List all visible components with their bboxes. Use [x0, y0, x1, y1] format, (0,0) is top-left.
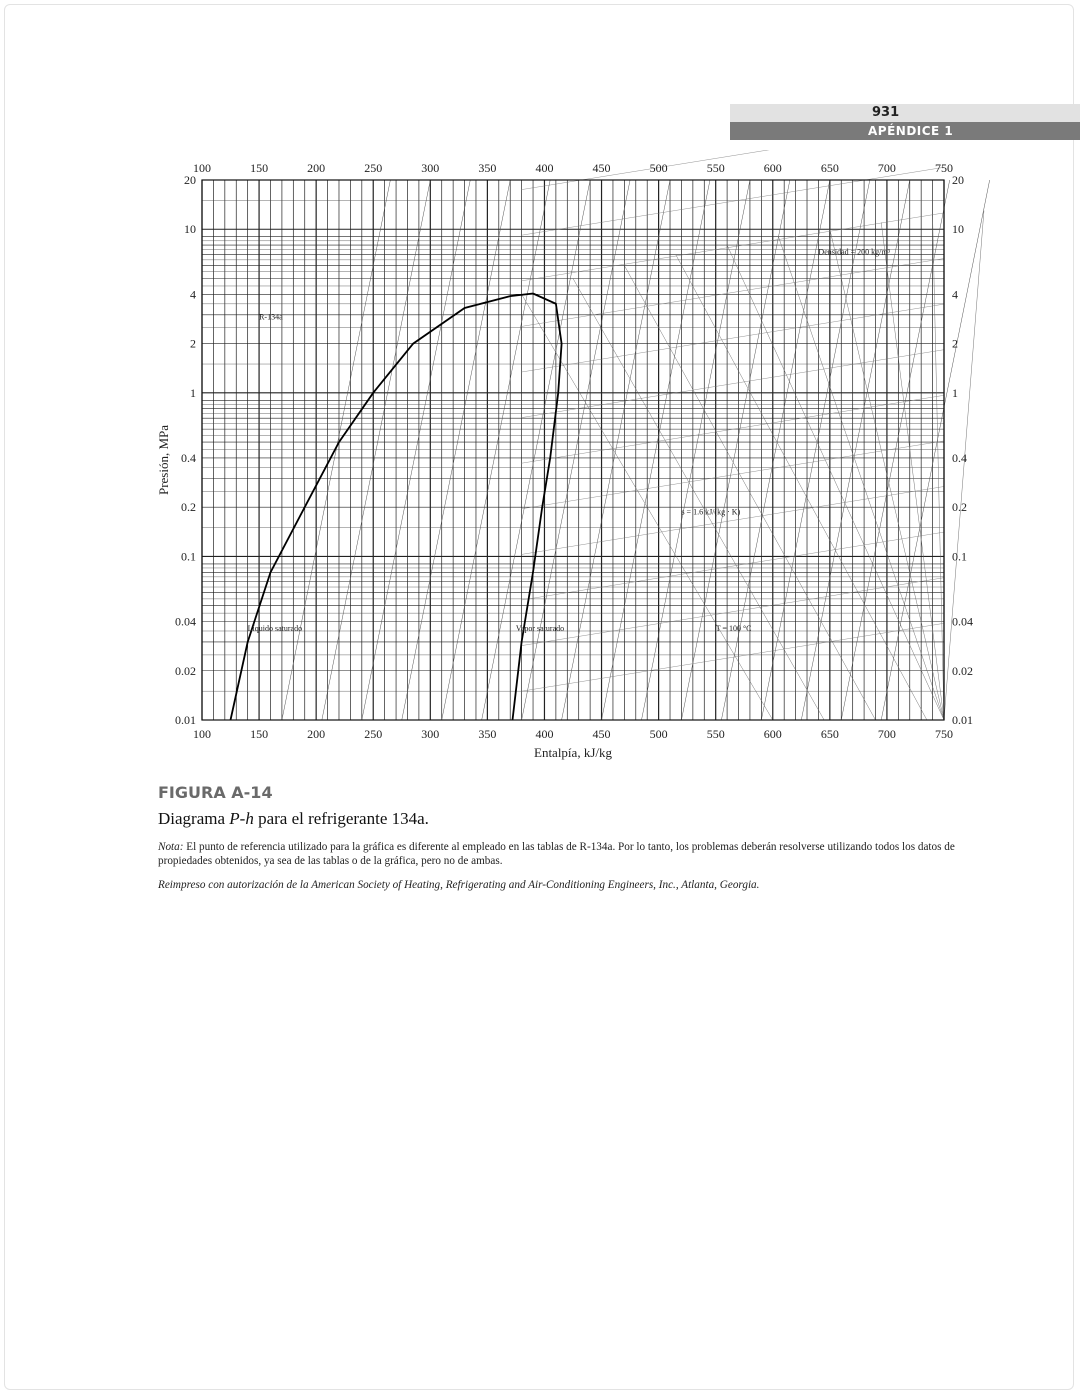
- isentrope-line: [522, 180, 630, 720]
- isentrope-line: [402, 180, 510, 720]
- isochore-line: [522, 487, 944, 555]
- x-tick-label: 150: [250, 727, 269, 741]
- x-tick-label-top: 300: [421, 161, 440, 175]
- isentrope-line: [322, 180, 430, 720]
- isochore-line: [522, 578, 944, 646]
- x-tick-label-top: 250: [364, 161, 383, 175]
- x-tick-label: 650: [820, 727, 839, 741]
- x-tick-label: 250: [364, 727, 383, 741]
- isentrope-line: [562, 180, 670, 720]
- y-tick-label-right: 0.4: [952, 450, 967, 465]
- y-tick-label-right: 10: [952, 222, 964, 237]
- y-tick-label: 10: [184, 222, 196, 237]
- annotation: Vapor saturado: [515, 623, 565, 633]
- isochore-line: [522, 259, 944, 327]
- y-tick-label: 4: [190, 287, 196, 302]
- isentrope-line: [482, 180, 590, 720]
- isentrope-line: [761, 180, 869, 720]
- annotation: Densidad = 200 kg/m³: [818, 247, 891, 257]
- y-tick-label: 0.1: [181, 549, 196, 564]
- isentrope-line: [721, 180, 829, 720]
- x-tick-label-top: 450: [592, 161, 611, 175]
- x-tick-label: 750: [935, 727, 953, 741]
- x-tick-label: 400: [535, 727, 554, 741]
- isentrope-line: [282, 180, 390, 720]
- y-tick-label: 0.02: [175, 663, 196, 678]
- figure-label: FIGURA A-14: [158, 783, 273, 802]
- chart-grid: [202, 180, 944, 720]
- annotation: s = 1.6 kJ/(kg · K): [681, 507, 741, 517]
- annotation: Líquido saturado: [247, 623, 303, 633]
- y-tick-label-right: 2: [952, 336, 958, 351]
- x-tick-label-top: 350: [478, 161, 497, 175]
- isentrope-line: [442, 180, 550, 720]
- x-tick-label: 550: [706, 727, 725, 741]
- isochore-line: [522, 304, 944, 372]
- y-tick-label-right: 4: [952, 287, 958, 302]
- x-tick-label-top: 400: [535, 161, 554, 175]
- y-axis-label: Presión, MPa: [156, 424, 171, 496]
- x-tick-label: 350: [478, 727, 497, 741]
- x-tick-label: 100: [193, 727, 211, 741]
- isochore-line: [522, 623, 944, 691]
- isentrope-line: [681, 180, 789, 720]
- x-tick-label-top: 150: [250, 161, 269, 175]
- chart-annotations: [248, 248, 891, 633]
- y-tick-label-right: 0.04: [952, 614, 973, 629]
- y-tick-label-right: 1: [952, 385, 958, 400]
- ph-diagram-chart: [0, 150, 1080, 770]
- y-tick-label: 0.01: [175, 713, 196, 727]
- isotherm-line: [676, 255, 927, 720]
- x-tick-label: 500: [649, 727, 668, 741]
- x-tick-label-top: 500: [649, 161, 668, 175]
- isentrope-line: [801, 180, 909, 720]
- isotherm-line: [573, 278, 824, 720]
- isochore-line: [522, 167, 944, 235]
- y-tick-label-right: 0.01: [952, 713, 973, 727]
- isentrope-line: [362, 180, 470, 720]
- figure-caption: Diagrama P-h para el refrigerante 134a.: [158, 809, 429, 828]
- y-tick-label: 1: [190, 385, 196, 400]
- figure-credit: Reimpreso con autorización de la American Society of Heating, Refrigerating and Air-Conditioning Engineers, Inc., Atlanta, Georgia.: [158, 879, 760, 891]
- y-tick-label: 0.2: [181, 500, 196, 515]
- y-tick-label: 0.04: [175, 614, 196, 629]
- x-tick-label: 700: [877, 727, 896, 741]
- y-tick-label: 0.4: [181, 450, 196, 465]
- y-tick-label-right: 20: [952, 173, 964, 187]
- y-tick-label: 2: [190, 336, 196, 351]
- isotherm-line: [727, 245, 944, 720]
- isotherm-line: [944, 211, 984, 720]
- y-tick-label: 20: [184, 173, 196, 187]
- isochore-line: [522, 441, 944, 509]
- isentrope-line: [641, 180, 749, 720]
- plot-frame: [202, 180, 944, 720]
- x-tick-label: 200: [307, 727, 326, 741]
- isochore-line: [522, 532, 944, 600]
- isentrope-line: [602, 180, 710, 720]
- y-tick-label-right: 0.02: [952, 663, 973, 678]
- page-number: 931: [730, 104, 1080, 122]
- figure-note: Nota: El punto de referencia utilizado para la gráfica es diferente al empleado en las tablas de R-134a. Por lo tanto, los problemas deberán resolverse utilizando todos los datos de propiedades obtenidos, ya sea de las tablas o de la gráfica, pero no de ambas.: [158, 841, 955, 867]
- appendix-title: APÉNDICE 1: [730, 122, 1080, 140]
- x-tick-label: 300: [421, 727, 440, 741]
- x-tick-label-top: 650: [820, 161, 839, 175]
- x-tick-label: 450: [592, 727, 611, 741]
- isentrope-line: [881, 180, 989, 720]
- x-tick-label-top: 700: [877, 161, 896, 175]
- x-tick-label-top: 100: [193, 161, 211, 175]
- x-tick-label: 600: [763, 727, 782, 741]
- annotation: T = 100 °C: [715, 623, 752, 633]
- y-tick-label-right: 0.2: [952, 500, 967, 515]
- annotation: R-134a: [259, 312, 283, 322]
- x-tick-label-top: 600: [763, 161, 782, 175]
- x-tick-label-top: 550: [706, 161, 725, 175]
- x-axis-label: Entalpía, kJ/kg: [534, 745, 612, 760]
- x-tick-label-top: 750: [935, 161, 953, 175]
- y-tick-label-right: 0.1: [952, 549, 967, 564]
- x-tick-label-top: 200: [307, 161, 326, 175]
